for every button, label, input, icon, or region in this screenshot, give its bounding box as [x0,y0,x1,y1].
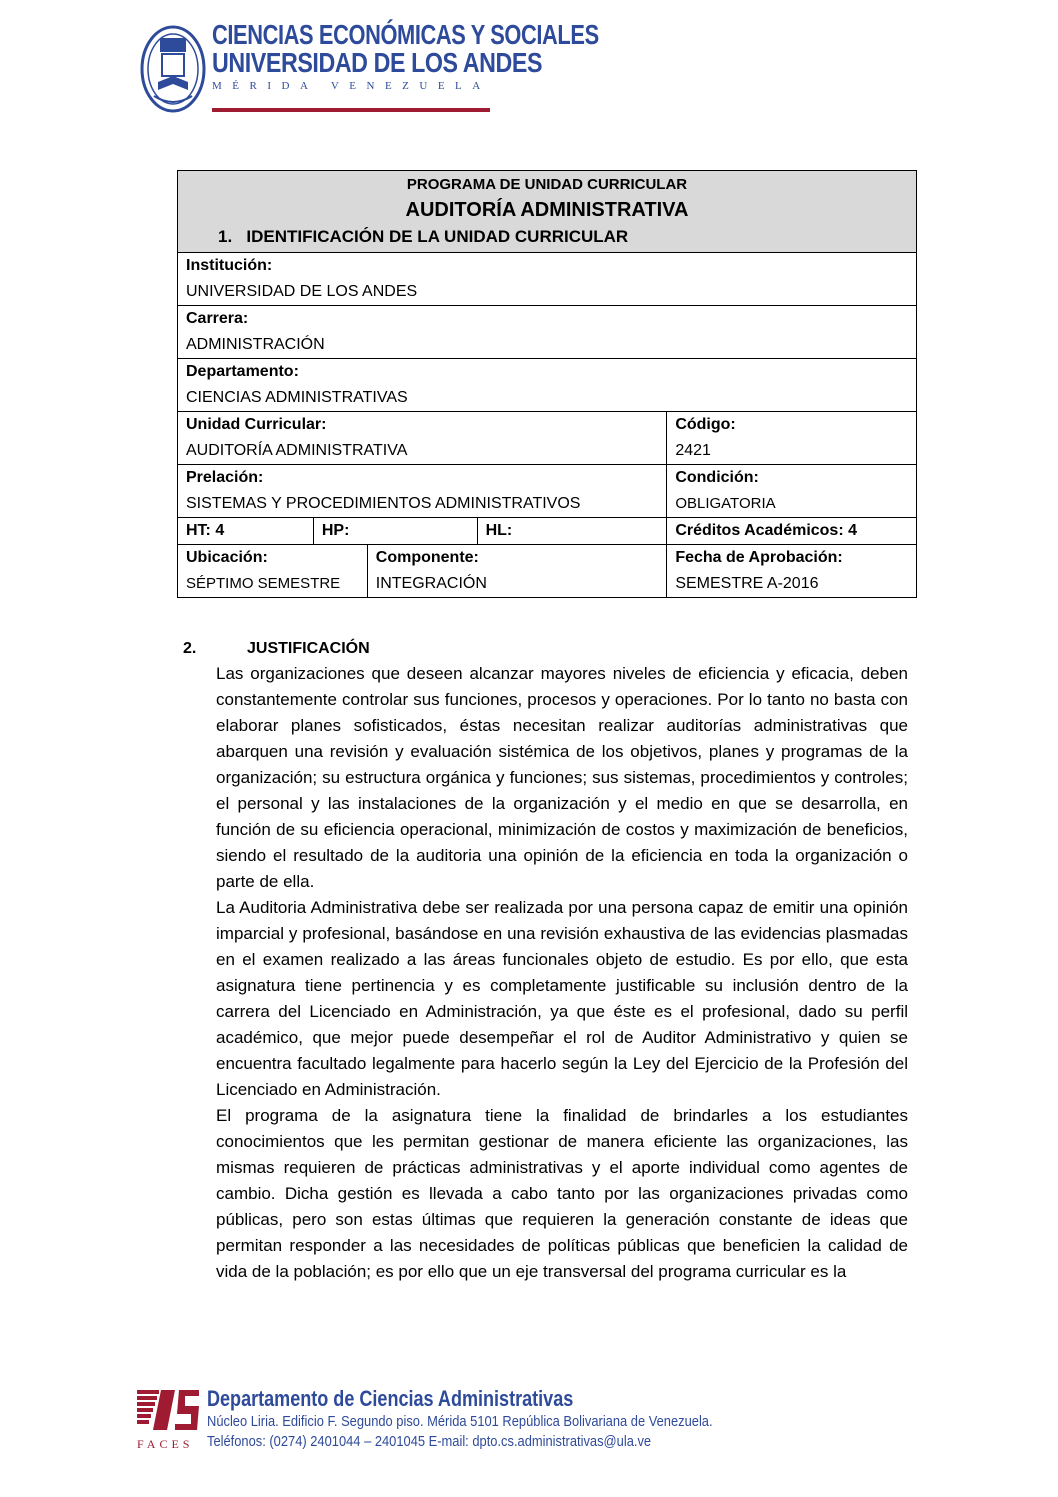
departamento-label: Departamento: [186,363,299,380]
componente-cell [367,545,667,598]
condicion-cell [667,465,917,518]
fecha-label: Fecha de Aprobación: [675,549,843,566]
componente-label: Componente: [375,549,479,566]
fecha-value: SEMESTRE A-2016 [675,575,819,592]
prelacion-cell [178,465,667,518]
justification-paragraph: La Auditoria Administrativa debe ser realizada por una persona capaz de emitir una opinión imparcial y profesional, basándose en una revisión exhaustiva de las evidencias plasmadas en el examen realizado a las áreas funcionales objeto de estudio. Es por ello, que esta asignatura tiene pertinencia y es completamente justificable su inclusión dentro de la carrera del Licenciado en Administración, ya que éste es el profesional, dado su perfil académico, que mejor puede desempeñar el rol de Auditor Administrativo y quien se encuentra facultado legalmente para hacerlo según la Ley del Ejercicio de la Profesión del Licenciado en Administración. [216,898,908,1099]
header-rule [212,108,490,112]
codigo-value: 2421 [675,442,711,459]
unidad-value: AUDITORÍA ADMINISTRATIVA [186,442,408,459]
section2-title: JUSTIFICACIÓN [247,640,370,657]
section1-title: IDENTIFICACIÓN DE LA UNIDAD CURRICULAR [246,227,629,246]
ubicacion-label: Ubicación: [186,549,268,566]
hl-label: HL: [485,522,513,539]
justification-paragraph: Las organizaciones que deseen alcanzar mayores niveles de eficiencia y eficacia, deben constantemente controlar sus funciones, procesos y operaciones. Por lo tanto no basta con elaborar planes sofisticados, éstas necesitan realizar auditorías administrativas que abarquen una revisión y evaluación sistémica de los objetivos, planes y programas de la organización; su estructura orgánica y funciones; sus sistemas, procedimientos y controles; el personal y las instalaciones de la organización y el medio en que se desarrolla, en función de su eficiencia operacional, minimización de costos y maximización de beneficios, siendo el resultado de la auditoria una opinión de la eficiencia en toda la organización o parte de ella. [216,664,908,891]
creditos-cell [667,518,917,545]
program-title: PROGRAMA DE UNIDAD CURRICULAR [406,176,688,193]
condicion-value: OBLIGATORIA [675,495,776,512]
header-location: MÉRIDA VENEZUELA [212,80,491,92]
institucion-label: Institución: [186,257,273,274]
header-text [212,20,708,92]
carrera-value: ADMINISTRACIÓN [186,336,325,353]
footer-contact: Teléfonos: (0274) 2401044 – 2401045 E-mail: dpto.cs.administrativas@ula.ve [207,1433,652,1450]
unidad-cell [178,412,667,465]
header-university-name: UNIVERSIDAD DE LOS ANDES [212,47,543,78]
departamento-value: CIENCIAS ADMINISTRATIVAS [186,389,408,406]
carrera-label: Carrera: [186,310,249,327]
hp-cell [313,518,477,545]
ht-cell [178,518,314,545]
condicion-label: Condición: [675,469,759,486]
justification-paragraph: El programa de la asignatura tiene la finalidad de brindarles a los estudiantes conocimientos que les permitan gestionar de manera eficiente las organizaciones, las mismas requieren de prácticas administrativas y el aporte individual como agentes de cambio. Dicha gestión es llevada a cabo tanto por las organizaciones privadas como públicas, pero son estas últimas que requieren la generación constante de ideas que permitan responder a las necesidades de políticas públicas que beneficien la calidad de vida de la población; es por ello que un eje transversal del programa curricular es la [216,1106,908,1281]
prelacion-value: SISTEMAS Y PROCEDIMIENTOS ADMINISTRATIVOS [186,495,581,512]
header-faculty-name: CIENCIAS ECONÓMICAS Y SOCIALES [212,19,599,50]
document-header [140,19,599,116]
identification-table [177,170,917,598]
section1-number: 1. [218,227,233,246]
ht-label: HT: 4 [186,522,225,539]
section2-heading [183,637,370,661]
institucion-cell [178,253,917,306]
document-footer [135,1386,755,1456]
ubicacion-value: SÉPTIMO SEMESTRE [186,575,341,592]
codigo-label: Código: [675,416,736,433]
prelacion-label: Prelación: [186,469,264,486]
section1-heading [186,224,908,250]
hl-cell [477,518,667,545]
section2-number: 2. [183,640,197,657]
institucion-value: UNIVERSIDAD DE LOS ANDES [186,283,418,300]
codigo-cell [667,412,917,465]
course-title: AUDITORÍA ADMINISTRATIVA [405,199,689,221]
university-seal-icon [140,24,206,114]
hp-label: HP: [321,522,350,539]
componente-value: INTEGRACIÓN [375,575,487,592]
faces-logo-icon [135,1386,201,1454]
justification-text [216,661,908,1285]
footer-address: Núcleo Liria. Edificio F. Segundo piso. Mérida 5101 República Bolivariana de Venezuela. [207,1413,713,1430]
creditos-label: Créditos Académicos: 4 [675,522,857,539]
faces-logo-text: FACES [137,1437,194,1451]
footer-text [207,1386,795,1452]
unidad-label: Unidad Curricular: [186,416,327,433]
departamento-cell [178,359,917,412]
ubicacion-cell [178,545,368,598]
footer-department: Departamento de Ciencias Administrativas [207,1386,574,1411]
carrera-cell [178,306,917,359]
fecha-cell [667,545,917,598]
table-header-cell [178,171,917,253]
